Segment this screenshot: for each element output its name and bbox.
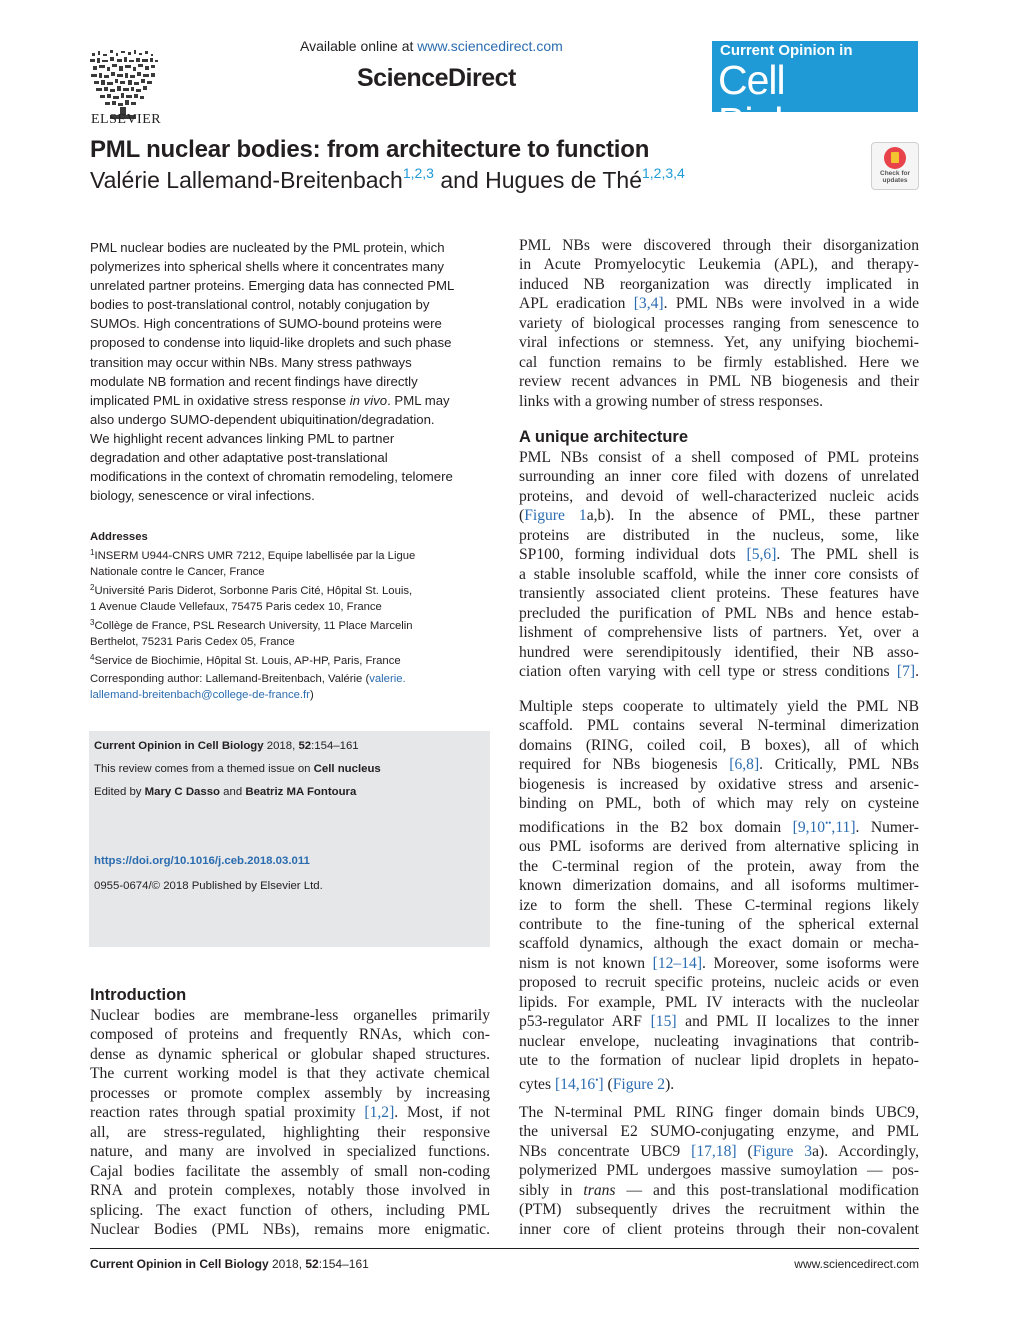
text-line: PML NBs were discovered through their disorganization (519, 237, 919, 254)
text-line: RNA and protein complexes, notably those involved in (90, 1182, 490, 1200)
journal-banner (712, 41, 918, 145)
text-line: Nuclear bodies are membrane-less organelles primarily (90, 1007, 490, 1024)
text-line: nuclear envelope, nucleating invaginations that contrib- (519, 1032, 919, 1050)
check-for-updates-button[interactable] (871, 142, 919, 190)
editor-name: Beatriz MA Fontoura (245, 786, 357, 798)
text-line: a stable insoluble scaffold, while the inner core consists of (519, 565, 919, 583)
text-line: the universal E2 SUMO-conjugating enzyme, and PML (519, 1123, 919, 1141)
citation-link[interactable]: [17,18] (691, 1142, 737, 1160)
text-line: nism is not known [12–14]. Moreover, some isoforms were (519, 954, 919, 972)
citation-link[interactable]: [7] (896, 662, 916, 680)
text-line: links with a growing number of stress responses. (519, 392, 824, 410)
citation-link[interactable]: [3,4] (633, 295, 664, 313)
text-line: dense as dynamic spherical or globular shaped structures. (90, 1045, 490, 1063)
text-line: SP100, forming individual dots [5,6]. The PML shell is (519, 546, 920, 564)
address-line: $^2$Université Paris Diderot, Sorbonne Paris Cité, Hôpital St. Louis, (90, 583, 413, 597)
text-line: viral infections or stemness. Yet, any unifying biochemi- (519, 334, 919, 352)
authors (90, 165, 685, 194)
text-line: surrounding an inner core filed with dozens of unrelated (519, 468, 919, 486)
text-line: induced NB reorganization was directly implicated in (519, 275, 919, 293)
abstract-line: unrelated partner proteins. Emerging data has connected PML (90, 278, 455, 294)
text-line: ous PML isoforms are derived from alternative splicing in (519, 838, 919, 856)
citation-link[interactable]: [14,16•] (554, 1074, 604, 1093)
figure-link[interactable]: Figure 3 (752, 1142, 813, 1160)
unique-architecture-paragraph (519, 448, 919, 681)
abstract-line (90, 391, 480, 410)
text-line: cal function remains to be firmly established. Here we (519, 353, 919, 371)
text-line: PML NBs consist of a shell composed of PML proteins (519, 449, 919, 466)
author-affiliation-refs[interactable]: 1,2,3 (402, 165, 434, 181)
text-line: ciation often varying with cell type or stress conditions [7]. (519, 662, 919, 680)
abstract-line: also undergo SUMO-dependent ubiquitination/degradation. (90, 411, 435, 427)
text-line: domains (RING, coiled coil, B boxes), all of which (519, 736, 919, 754)
text-line: NBs concentrate UBC9 [17,18] (Figure 3a). Accordingly, (519, 1142, 919, 1160)
elsevier-wordmark: ELSEVIER (91, 112, 162, 127)
text-line: polymerized PML undergoes massive sumoylation — pos- (519, 1162, 919, 1180)
intro-continued-paragraph (519, 236, 919, 411)
journal-banner-main: Cell Biology (718, 57, 846, 145)
editors-line: Edited by Mary C Dasso and Beatriz MA Fontoura (94, 786, 357, 798)
text-line: sibly in trans — and this post-translational modification (519, 1181, 919, 1199)
authors-separator: and (433, 167, 486, 193)
abstract-line: modulate NB formation and recent findings have directly (90, 373, 418, 389)
text-line: known dimerization domains, and all isoforms multimer- (519, 877, 919, 895)
abstract-text: implicated PML in oxidative stress response (90, 392, 350, 408)
available-online-prefix: Available online at (300, 38, 418, 54)
text-line: contribute to the fine-tuning of the spherical external (519, 915, 919, 933)
corresponding-line: Corresponding author: Lallemand-Breitenbach, Valérie (valerie. (90, 673, 406, 685)
abstract-line: bodies to post-translational control, notably conjugation by (90, 297, 430, 313)
text-line: (Figure 1a,b). In the absence of PML, these partner (519, 507, 919, 525)
themed-issue-name: Cell nucleus (313, 763, 381, 775)
biogenesis-paragraph (519, 697, 919, 1094)
abstract-line: polymerizes into spherical shells where it concentrates many (90, 259, 445, 275)
text-line: The N-terminal PML RING finger domain binds UBC9, (519, 1104, 919, 1121)
sciencedirect-wordmark: ScienceDirect (357, 64, 516, 92)
address-line: 1 Avenue Claude Vellefaux, 75475 Paris cedex 10, France (90, 601, 382, 613)
text-line: splicing. The exact function of others, including PML (90, 1201, 490, 1219)
journal-banner-top: Current Opinion in (720, 42, 853, 59)
article-title: PML nuclear bodies: from architecture to function (90, 136, 650, 163)
text-line: modifications in the B2 box domain [9,10••,11]. Numer- (519, 817, 919, 836)
address-line: $^1$INSERM U944-CNRS UMR 7212, Equipe labellisée par la Ligue (90, 548, 416, 562)
article-info-box (89, 731, 490, 947)
text-line: p53-regulator ARF [15] and PML II localizes to the inner (519, 1013, 919, 1031)
text-line: composed of proteins and frequently RNAs, which con- (90, 1026, 490, 1044)
sciencedirect-link[interactable]: www.sciencedirect.com (417, 38, 563, 54)
text-line: (PTM) subsequently drives the recruitment within the (519, 1201, 919, 1219)
text-line: Cajal bodies facilitate the assembly of small non-coding (90, 1162, 490, 1180)
text-line: the C-terminal region of the protein, away from the (519, 857, 919, 875)
text-line: scaffold dynamics, although the exact domain or mecha- (519, 935, 919, 953)
author-name: Hugues de Thé (485, 167, 642, 193)
text-line: hundred were serendipitously identified, their NB asso- (519, 643, 919, 661)
text-line: required for NBs biogenesis [6,8]. Critically, PML NBs (519, 756, 919, 774)
author-name: Valérie Lallemand-Breitenbach (90, 167, 403, 193)
text-line: transiently associated client proteins. These features have (519, 585, 919, 603)
abstract-line: We highlight recent advances linking PML to partner (90, 430, 395, 446)
text-line: proposed to recruit specific proteins, nucleic acids or even (519, 974, 919, 992)
text-line: lipids. For example, PML IV interacts with the nucleolar (519, 993, 919, 1011)
abstract-line: proposed to condense into liquid-like droplets and such phase (90, 335, 452, 351)
abstract-line: SUMOs. High concentrations of SUMO-bound proteins were (90, 316, 442, 332)
author-affiliation-refs[interactable]: 1,2,3,4 (641, 165, 685, 181)
addresses (90, 529, 480, 669)
text-line: processes or promote complex assembly by increasing (90, 1084, 490, 1102)
citation-link[interactable]: [1,2] (364, 1104, 395, 1122)
author-email-link[interactable]: lallemand-breitenbach@college-de-france.fr (90, 689, 310, 701)
editor-name: Mary C Dasso (144, 786, 221, 798)
check-updates-label-2: updates (882, 177, 908, 184)
figure-link[interactable]: Figure 2 (612, 1075, 666, 1093)
addresses-heading: Addresses (90, 531, 148, 543)
text-line: nature, and many are involved in specialized functions. (90, 1143, 490, 1161)
text-line: proteins, and devoid of well-characterized nucleic acids (519, 487, 919, 505)
citation-link[interactable]: [6,8] (729, 756, 760, 774)
doi-link[interactable]: https://doi.org/10.1016/j.ceb.2018.03.011 (94, 855, 310, 867)
address-line: Nationale contre le Cancer, France (90, 566, 265, 578)
figure-link[interactable]: Figure 1 (524, 507, 587, 525)
address-line: Berthelot, 75231 Paris Cedex 05, France (90, 636, 295, 648)
available-online-text (300, 38, 563, 54)
text-line: Nuclear Bodies (PML NBs), remains more enigmatic. (90, 1220, 490, 1238)
abstract-line: degradation and other adaptative post-translational (90, 450, 388, 466)
text-line: cytes [14,16•] (Figure 2). (519, 1074, 675, 1093)
footer-divider (90, 1248, 919, 1249)
themed-issue-line: This review comes from a themed issue on Cell nucleus (94, 763, 381, 775)
address-line: $^3$Collège de France, PSL Research University, 11 Place Marcelin (90, 618, 413, 632)
text-line: in Acute Promyelocytic Leukemia (APL), and therapy- (519, 256, 919, 274)
abstract-text: . PML may (387, 392, 450, 408)
text-line: ize to form the shell. These C-terminal regions likely (519, 896, 919, 914)
introduction-heading: Introduction (90, 986, 187, 1004)
citation-line: Current Opinion in Cell Biology 2018, 52:154–161 (94, 740, 359, 752)
address-line: $^4$Service de Biochimie, Hôpital St. Louis, AP-HP, Paris, France (90, 653, 401, 667)
abstract (90, 238, 480, 505)
check-updates-label-1: Check for (880, 170, 910, 177)
text-line: biogenesis is increased by oxidative stress and arsenic- (519, 775, 919, 793)
abstract-line: PML nuclear bodies are nucleated by the PML protein, which (90, 240, 445, 255)
text-line: review recent advances in PML NB biogenesis and their (519, 373, 919, 391)
introduction-paragraph (90, 1006, 490, 1239)
text-line: variety of biological processes ranging from senescence to (519, 314, 919, 332)
abstract-line: modifications in the context of chromatin remodeling, telomere (90, 469, 453, 485)
text-line: reaction rates through spatial proximity [1,2]. Most, if not (90, 1104, 490, 1122)
text-line: inner core of client proteins through their non-covalent (519, 1220, 919, 1238)
text-line: precluded the purification of PML NBs and hence estab- (519, 604, 919, 622)
corresponding-author (90, 671, 480, 703)
text-line: lishment of comprehensive lists of partners. Yet, over a (519, 624, 919, 642)
footer-url[interactable]: www.sciencedirect.com (794, 1257, 919, 1271)
corresponding-line: lallemand-breitenbach@college-de-france.fr) (90, 689, 314, 701)
citation-link[interactable]: [15] (650, 1013, 677, 1031)
text-line: APL eradication [3,4]. PML NBs were involved in a wide (519, 295, 919, 313)
check-updates-icon (884, 147, 906, 169)
abstract-line: transition may occur within NBs. Many stress pathways (90, 354, 412, 370)
text-line: binding on PML, both of which may rely on cysteine (519, 795, 919, 813)
text-line: ute to the formation of nuclear lipid droplets in hepato- (519, 1052, 919, 1070)
citation-link[interactable]: [5,6] (746, 546, 777, 564)
text-line: The current working model is that they activate chemical (90, 1065, 490, 1083)
unique-architecture-heading: A unique architecture (519, 428, 689, 446)
text-line: scaffold. PML contains several N-terminal dimerization (519, 717, 919, 735)
citation-link[interactable]: [12–14] (652, 954, 703, 972)
abstract-line: biology, senescence or viral infections. (90, 488, 315, 504)
issn-copyright: 0955-0674/© 2018 Published by Elsevier Ltd. (94, 880, 323, 892)
author-email-link[interactable]: valerie. (369, 673, 406, 685)
abstract-italic: in vivo (349, 392, 388, 408)
citation-link[interactable]: [9,10••,11] (792, 817, 856, 836)
text-line: all, are stress-regulated, highlighting their responsive (90, 1123, 490, 1141)
text-line: Multiple steps cooperate to ultimately yield the PML NB (519, 698, 919, 715)
text-line: proteins are distributed in the nucleus, some, like (519, 526, 919, 544)
ring-domain-paragraph (519, 1103, 919, 1239)
footer-citation: Current Opinion in Cell Biology 2018, 52:154–161 (90, 1257, 369, 1271)
